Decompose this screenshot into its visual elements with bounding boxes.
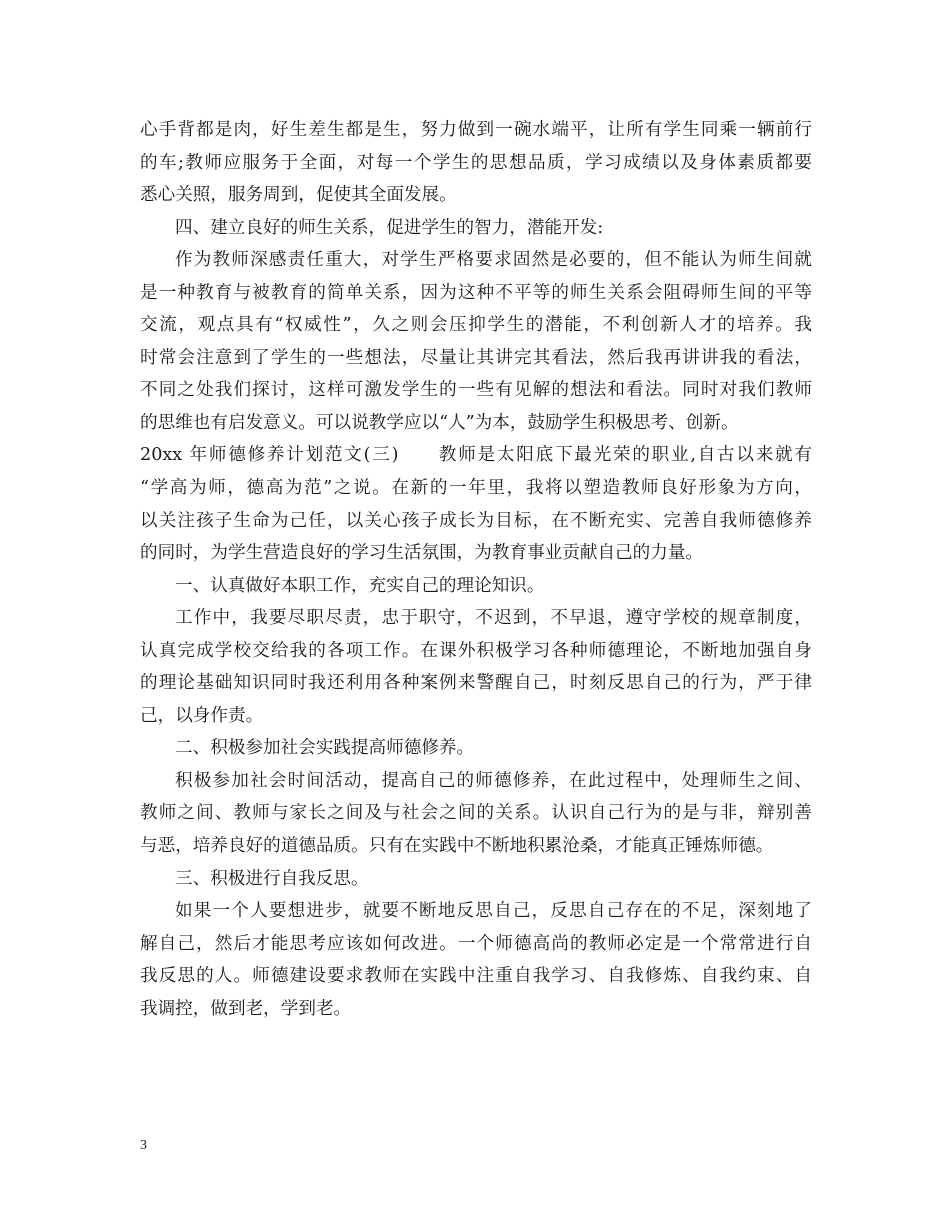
text-line: 作为教师深感责任重大，对学生严格要求固然是必要的，但不能认为师生间就 [175, 250, 812, 271]
page-number: 3 [140, 1138, 147, 1153]
text-line: 如果一个人要想进步，就要不断地反思自己，反思自己存在的不足，深刻地了 [175, 901, 812, 922]
text-line: 积极参加社会时间活动，提高自己的师德修养，在此过程中，处理师生之间、 [175, 770, 812, 791]
text-line: 时常会注意到了学生的一些想法，尽量让其讲完其看法，然后我再讲讲我的看法， [140, 347, 812, 368]
text-line: 的思维也有启发意义。可以说教学应以“人”为本，鼓励学生积极思考、创新。 [140, 412, 739, 433]
text-line: 二、积极参加社会实践提高师德修养。 [175, 738, 475, 759]
text-line: 我反思的人。师德建设要求教师在实践中注重自我学习、自我修炼、自我约束、自 [140, 966, 812, 987]
text-line: 的同时，为学生营造良好的学习生活氛围，为教育事业贡献自己的力量。 [140, 543, 704, 564]
text-line: 的车;教师应服务于全面，对每一个学生的思想品质，学习成绩以及身体素质都要 [140, 152, 812, 173]
text-line: 一、认真做好本职工作，充实自己的理论知识。 [175, 575, 545, 596]
text-line: 教师之间、教师与家长之间及与社会之间的关系。认识自己行为的是与非，辩别善 [140, 803, 812, 824]
text-line: 心手背都是肉，好生差生都是生，努力做到一碗水端平，让所有学生同乘一辆前行 [140, 120, 812, 140]
text-line: 以关注孩子生命为己任，以关心孩子成长为目标，在不断充实、完善自我师德修养 [140, 510, 812, 531]
text-line: 交流，观点具有“权威性”，久之则会压抑学生的潜能，不利创新人才的培养。我 [140, 315, 812, 336]
text-line: 是一种教育与被教育的简单关系，因为这种不平等的师生关系会阻碍师生间的平等 [140, 282, 812, 303]
text-line: 悉心关照，服务周到，促使其全面发展。 [140, 185, 457, 206]
text-line: 20xx 年师德修养计划范文(三) 教师是太阳底下最光荣的职业,自古以来就有 [140, 445, 812, 466]
text-line: 不同之处我们探讨，这样可激发学生的一些有见解的想法和看法。同时对我们教师 [140, 380, 812, 401]
text-line: 与恶，培养良好的道德品质。只有在实践中不断地积累沧桑，才能真正锤炼师德。 [140, 836, 774, 857]
text-line: 解自己，然后才能思考应该如何改进。一个师德高尚的教师必定是一个常常进行自 [140, 933, 812, 954]
text-line: 我调控，做到老，学到老。 [140, 998, 352, 1019]
text-line: 认真完成学校交给我的各项工作。在课外积极学习各种师德理论，不断地加强自身 [140, 640, 812, 661]
text-line: 四、建立良好的师生关系，促进学生的智力，潜能开发: [175, 217, 604, 238]
text-line: 的理论基础知识同时我还利用各种案例来警醒自己，时刻反思自己的行为，严于律 [140, 673, 812, 694]
document-body [140, 114, 812, 1025]
text-line: 己，以身作责。 [140, 705, 264, 726]
text-line: “学高为师，德高为范”之说。在新的一年里，我将以塑造教师良好形象为方向， [140, 478, 812, 499]
text-line: 三、积极进行自我反思。 [175, 868, 369, 889]
text-line: 工作中，我要尽职尽责，忠于职守，不迟到，不早退，遵守学校的规章制度， [175, 608, 812, 629]
